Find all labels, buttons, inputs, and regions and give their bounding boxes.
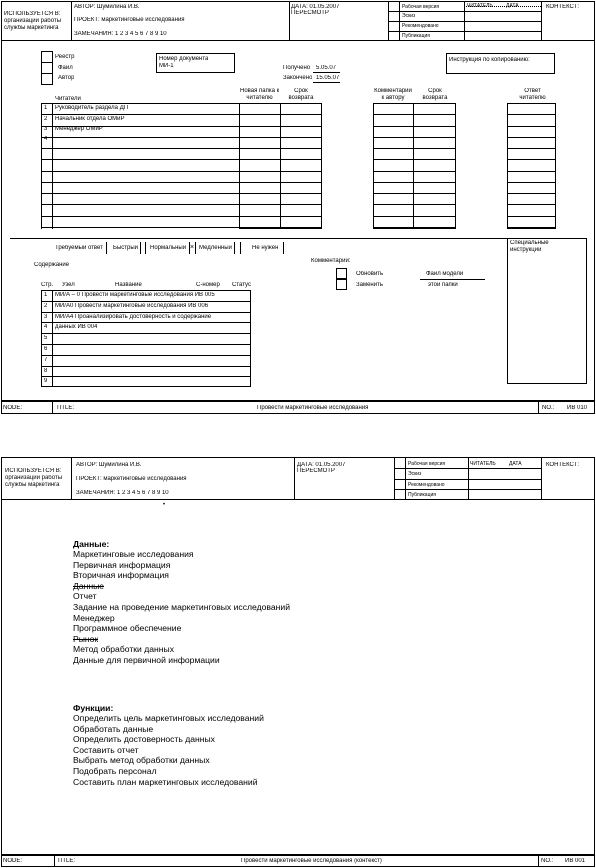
- answer-header: Ответ: [524, 88, 541, 94]
- context-label: КОНТЕКСТ:: [546, 4, 579, 10]
- data-title: Данные:: [73, 539, 110, 549]
- data-item: Вторичная информация: [73, 570, 169, 581]
- reader-row-name: Менеджер ОМиР: [55, 126, 103, 132]
- footer-node-label: NODE:: [3, 405, 23, 411]
- data-item: Программное обеспечение: [73, 623, 182, 634]
- reader-row-name: Начальник отдела ОМиР: [55, 116, 125, 122]
- footer-no-label: NO.:: [541, 858, 554, 864]
- contents-header-page: Стр.: [41, 282, 54, 288]
- used-in-line: организации работы: [4, 18, 62, 24]
- response-fast[interactable]: Быстрый: [113, 245, 138, 251]
- functions-title: Функции:: [73, 703, 114, 713]
- used-in-label: ИСПОЛЬЗУЕТСЯ В:: [4, 11, 61, 17]
- contents-row-text: МИ/А4 Проанализировать достоверность и содержание: [55, 313, 212, 320]
- comment-label: Комментарий:: [311, 258, 351, 264]
- response-not-needed[interactable]: Не нужен: [252, 245, 279, 251]
- reader-label: ЧИТАТЕЛЬ: [467, 3, 493, 9]
- reader-date-label: ДАТА: [509, 461, 522, 467]
- function-item: Определить достоверность данных: [73, 734, 215, 745]
- contents-header-node: Узел: [62, 282, 75, 288]
- contents-row-num: 3: [44, 313, 48, 320]
- used-in-line: организации работы: [5, 475, 63, 481]
- required-response-label: Требуемый ответ: [55, 245, 103, 251]
- kit-author-label: Автор: [58, 75, 75, 81]
- data-item: Маркетинговые исследования: [73, 549, 194, 559]
- model-file-label: Файл модели: [426, 271, 464, 277]
- notes-field: ЗАМЕЧАНИЯ: 1 2 3 4 5 6 7 8 9 10: [76, 490, 169, 496]
- function-item: Обработать данные: [73, 723, 154, 734]
- special-instructions-label: инструкции: [510, 247, 542, 253]
- context-label: КОНТЕКСТ:: [546, 462, 579, 468]
- footer-no: ИВ 001: [565, 858, 585, 864]
- file-label: Файл: [58, 65, 73, 71]
- used-in-line: службы маркетинга: [5, 482, 60, 488]
- dot-mark: •: [163, 502, 166, 508]
- contents-header-status: Статус: [232, 282, 251, 288]
- status-row: Публикация: [408, 492, 436, 498]
- contents-title: Содержание: [34, 262, 70, 268]
- data-item: Рынок: [73, 633, 99, 644]
- return-header: возврата: [288, 95, 314, 101]
- response-normal[interactable]: Нормальный: [150, 245, 187, 251]
- data-item: Метод обработки данных: [73, 644, 174, 655]
- update-label: Обновить: [356, 271, 384, 277]
- footer-title: Провести маркетинговые исследования: [257, 405, 369, 411]
- revision-field: ПЕРЕСМОТР: [297, 468, 335, 474]
- status-row: Рабочая версия: [408, 461, 446, 467]
- notes-field: ЗАМЕЧАНИЯ: 1 2 3 4 5 6 7 8 9 10: [74, 31, 167, 37]
- project-field: ПРОЕКТ: маркетинговые исследования: [76, 476, 187, 482]
- return2-header: возврата: [422, 95, 448, 101]
- status-row: Рекомендовано: [402, 23, 439, 29]
- this-folder-label: этой папки: [428, 282, 458, 288]
- used-in-label: ИСПОЛЬЗУЕТСЯ В:: [5, 468, 62, 474]
- footer-node-label: NODE:: [3, 858, 23, 864]
- new-folder-header: Новая папка к: [240, 88, 279, 94]
- copy-instructions-label: Инструкция по копированию:: [449, 57, 530, 63]
- contents-row-num: 1: [44, 292, 48, 298]
- answer-header: читателю: [519, 95, 546, 101]
- contents-row-num: 6: [44, 346, 48, 352]
- response-slow[interactable]: Медленный: [199, 245, 232, 251]
- status-row: Эскиз: [402, 13, 416, 19]
- reader-row-num: 3: [44, 126, 48, 132]
- new-folder-header: читателю: [246, 95, 273, 101]
- contents-row-text: данных ИВ 004: [55, 324, 98, 331]
- author-field: АВТОР: Шумилина И.В.: [74, 4, 140, 10]
- response-normal-mark: ×: [190, 244, 195, 251]
- data-item: Первичная информация: [73, 559, 171, 570]
- reader-label: ЧИТАТЕЛЬ: [470, 461, 496, 467]
- status-row: Рекомендовано: [408, 482, 445, 488]
- footer-title: Провести маркетинговые исследования (контекст): [241, 858, 382, 864]
- received-label: Получено: [283, 65, 311, 71]
- comments-header: Комментарий: [374, 88, 412, 94]
- finished-label: Закончено: [283, 75, 313, 81]
- contents-row-num: 9: [44, 378, 48, 385]
- finished-value: 15.05.07: [316, 75, 340, 81]
- date-field: ДАТА: 01.05.2007: [297, 462, 346, 468]
- special-instructions-label: Специальные: [510, 240, 549, 246]
- status-row: Эскиз: [408, 471, 422, 477]
- function-item: Определить цель маркетинговых исследований: [73, 713, 264, 723]
- contents-row-num: 8: [44, 367, 48, 374]
- comments-header: к автору: [381, 95, 405, 101]
- reader-row-num: 2: [44, 116, 48, 122]
- contents-row-num: 2: [44, 302, 48, 309]
- data-item: Задание на проведение маркетинговых исследований: [73, 602, 291, 612]
- return2-header: Срок: [428, 88, 442, 94]
- contents-row-num: 4: [44, 324, 48, 331]
- function-item: Подобрать персонал: [73, 766, 157, 776]
- contents-header-name: Название: [115, 282, 142, 288]
- author-field: АВТОР: Шумилина И.В.: [76, 462, 142, 468]
- date-field: ДАТА: 01.05.2007: [291, 4, 340, 10]
- register-label: Реестр: [55, 54, 75, 60]
- contents-header-cnum: С-номер: [196, 282, 220, 288]
- received-value: 5.05.07: [316, 65, 337, 71]
- data-item: Данные: [73, 580, 105, 591]
- used-in-line: службы маркетинга: [4, 25, 59, 31]
- footer-title-label: TITLE:: [57, 858, 76, 864]
- contents-row-text: МИ/А0 Провести маркетинговые исследования ИВ 006: [55, 302, 209, 309]
- function-item: Составить отчет: [73, 744, 139, 755]
- reader-row-num: 1: [44, 105, 48, 111]
- footer-no: ИВ 010: [567, 405, 587, 411]
- data-item: Отчет: [73, 591, 97, 602]
- contents-row-num: 5: [44, 335, 48, 342]
- project-field: ПРОЕКТ: маркетинговые исследования: [74, 17, 185, 23]
- contents-row-text: МИ/А – 0 Провести маркетинговые исследования ИВ 005: [55, 292, 215, 298]
- reader-row-num: 4: [44, 136, 48, 142]
- function-item: Составить план маркетинговых исследований: [73, 776, 258, 787]
- reader-row-name: Руководитель раздела ДП: [55, 105, 129, 111]
- doc-number-label: Номер документа: [159, 56, 209, 62]
- contents-row-num: 7: [44, 356, 48, 363]
- status-row: Публикация: [402, 33, 430, 39]
- replace-label: Заменить: [356, 282, 383, 288]
- return-header: Срок: [294, 88, 308, 94]
- revision-field: ПЕРЕСМОТР: [291, 10, 329, 16]
- footer-no-label: NO.:: [542, 405, 555, 411]
- data-item: Данные для первичной информации: [73, 655, 220, 665]
- data-item: Менеджер: [73, 612, 115, 623]
- doc-number-value: МИ-1: [159, 63, 174, 69]
- status-row: Рабочая версия: [402, 4, 440, 10]
- footer-title-label: TITLE:: [56, 405, 75, 411]
- reader-date-label: ДАТА: [506, 3, 519, 9]
- function-item: Выбрать метод обработки данных: [73, 755, 210, 766]
- readers-header: Читатели: [55, 96, 81, 102]
